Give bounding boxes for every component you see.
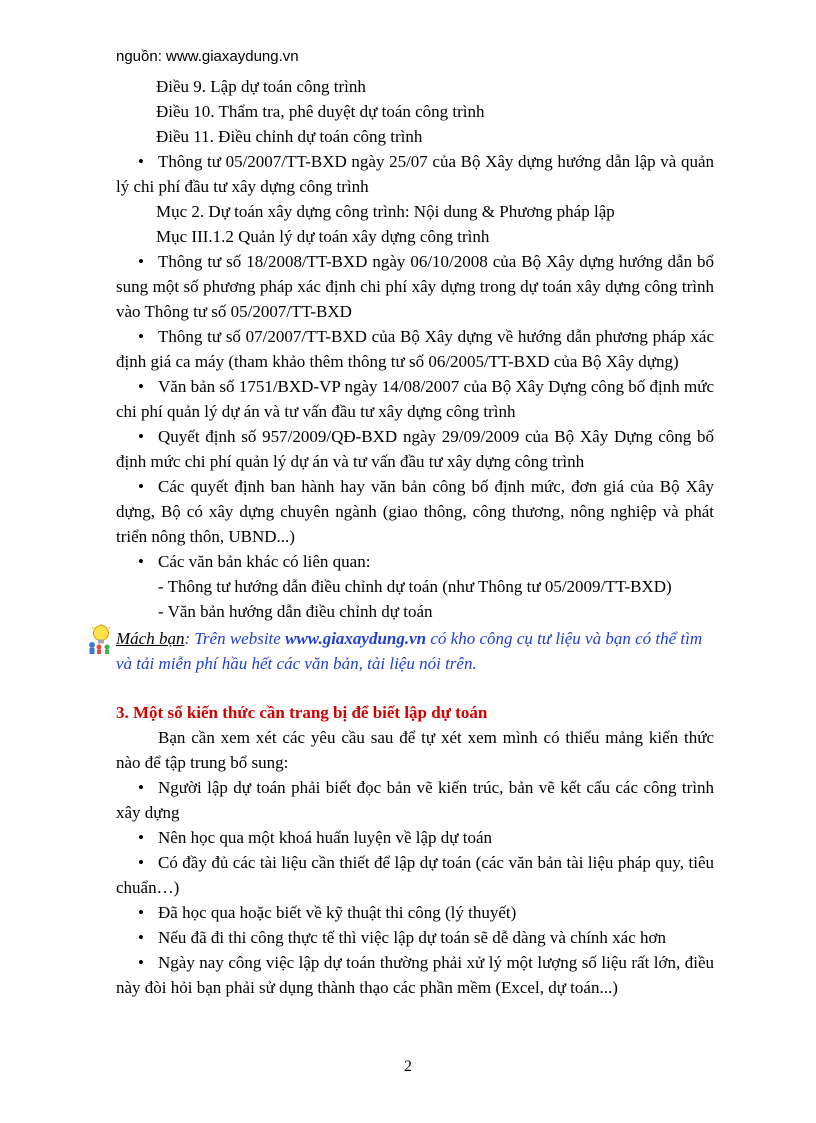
- source-line: nguồn: www.giaxaydung.vn: [116, 48, 299, 65]
- bullet-text: Các quyết định ban hành hay văn bản công bố định mức, đơn giá của Bộ Xây dựng, Bộ có xây dựng chuyên ngành (giao thông, công thương, nông nghiệp và phát triển nông thôn, UBND...): [116, 477, 714, 546]
- bullet-icon: •: [138, 778, 144, 797]
- bullet-item: [116, 925, 714, 950]
- bullet-icon: •: [138, 252, 144, 271]
- page-number: 2: [404, 1058, 412, 1075]
- sub-item: - Thông tư hướng dẫn điều chỉnh dự toán (như Thông tư 05/2009/TT-BXD): [158, 577, 672, 596]
- bullet-icon: •: [138, 928, 144, 947]
- bullet-text: Người lập dự toán phải biết đọc bản vẽ kiến trúc, bản vẽ kết cấu các công trình xây dựng: [116, 778, 714, 822]
- section-heading: 3. Một số kiến thức cần trang bị để biết lập dự toán: [116, 703, 488, 722]
- bullet-text: Thông tư số 18/2008/TT-BXD ngày 06/10/2008 của Bộ Xây dựng hướng dẫn bổ sung một số phương pháp xác định chi phí xây dựng trong dự toán xây dựng công trình vào Thông tư số 05/2007/TT-BXD: [116, 252, 714, 321]
- bullet-icon: •: [138, 152, 144, 171]
- intro-paragraph: Bạn cần xem xét các yêu cầu sau để tự xét xem mình có thiếu mảng kiến thức nào để tập trung bổ sung:: [116, 728, 714, 772]
- bullet-item: [116, 775, 714, 825]
- bullet-icon: •: [138, 427, 144, 446]
- bullet-icon: •: [138, 903, 144, 922]
- article-item: Điều 9. Lập dự toán công trình: [156, 77, 366, 96]
- bullet-text: Văn bản số 1751/BXD-VP ngày 14/08/2007 của Bộ Xây Dựng công bố định mức chi phí quản lý dự án và tư vấn đầu tư xây dựng công trình: [116, 377, 714, 421]
- lightbulb-icon: [86, 624, 114, 654]
- bullet-text: Có đầy đủ các tài liệu cần thiết để lập dự toán (các văn bản tài liệu pháp quy, tiêu chuẩn…): [116, 853, 714, 897]
- bullet-text: Thông tư 05/2007/TT-BXD ngày 25/07 của Bộ Xây dựng hướng dẫn lập và quản lý chi phí đầu tư xây dựng công trình: [116, 152, 714, 196]
- tip-label: Mách bạn: [116, 629, 185, 648]
- bullet-item: [116, 374, 714, 424]
- bullet-icon: •: [138, 327, 144, 346]
- bullet-icon: •: [138, 377, 144, 396]
- bullet-icon: •: [138, 828, 144, 847]
- document-body: [116, 74, 714, 1000]
- bullet-item: [116, 900, 714, 925]
- tip-text-after: có kho công cụ tư liệu và bạn có thể tìm và tải miễn phí hầu hết các văn bản, tài liệu nói trên.: [116, 629, 703, 673]
- bullet-icon: •: [138, 477, 144, 496]
- tip-text-before: Trên website: [194, 629, 286, 648]
- bullet-text: Thông tư số 07/2007/TT-BXD của Bộ Xây dựng về hướng dẫn phương pháp xác định giá ca máy (tham khảo thêm thông tư số 06/2005/TT-BXD của Bộ Xây dựng): [116, 327, 714, 371]
- bullet-item: [116, 149, 714, 199]
- bullet-text: Nên học qua một khoá huấn luyện về lập dự toán: [158, 828, 493, 847]
- bullet-icon: •: [138, 853, 144, 872]
- bullet-text: Ngày nay công việc lập dự toán thường phải xử lý một lượng số liệu rất lớn, điều này đòi hỏi bạn phải sử dụng thành thạo các phần mềm (Excel, dự toán...): [116, 953, 714, 997]
- bullet-item: [116, 249, 714, 324]
- bullet-icon: •: [138, 953, 144, 972]
- bullet-text: Đã học qua hoặc biết về kỹ thuật thi công (lý thuyết): [158, 903, 517, 922]
- bullet-item: [116, 549, 714, 574]
- bullet-text: Các văn bản khác có liên quan:: [158, 552, 371, 571]
- bullet-item: [116, 424, 714, 474]
- article-item: Điều 10. Thẩm tra, phê duyệt dự toán công trình: [156, 102, 485, 121]
- bullet-text: Quyết định số 957/2009/QĐ-BXD ngày 29/09/2009 của Bộ Xây Dựng công bố định mức chi phí quản lý dự án và tư vấn đầu tư xây dựng công trình: [116, 427, 714, 471]
- tip-box: [116, 626, 714, 676]
- bullet-item: [116, 474, 714, 549]
- section-item: Mục III.1.2 Quản lý dự toán xây dựng công trình: [156, 227, 490, 246]
- tip-website-link[interactable]: www.giaxaydung.vn: [285, 629, 427, 648]
- section-item: Mục 2. Dự toán xây dựng công trình: Nội dung & Phương pháp lập: [156, 202, 615, 221]
- bullet-item: [116, 825, 714, 850]
- bullet-text: Nếu đã đi thi công thực tế thì việc lập dự toán sẽ dễ dàng và chính xác hơn: [158, 928, 666, 947]
- bullet-item: [116, 324, 714, 374]
- tip-colon: :: [184, 629, 195, 648]
- sub-item: - Văn bản hướng dẫn điều chỉnh dự toán: [158, 602, 433, 621]
- article-item: Điều 11. Điều chỉnh dự toán công trình: [156, 127, 423, 146]
- bullet-item: [116, 850, 714, 900]
- bullet-item: [116, 950, 714, 1000]
- bullet-icon: •: [138, 552, 144, 571]
